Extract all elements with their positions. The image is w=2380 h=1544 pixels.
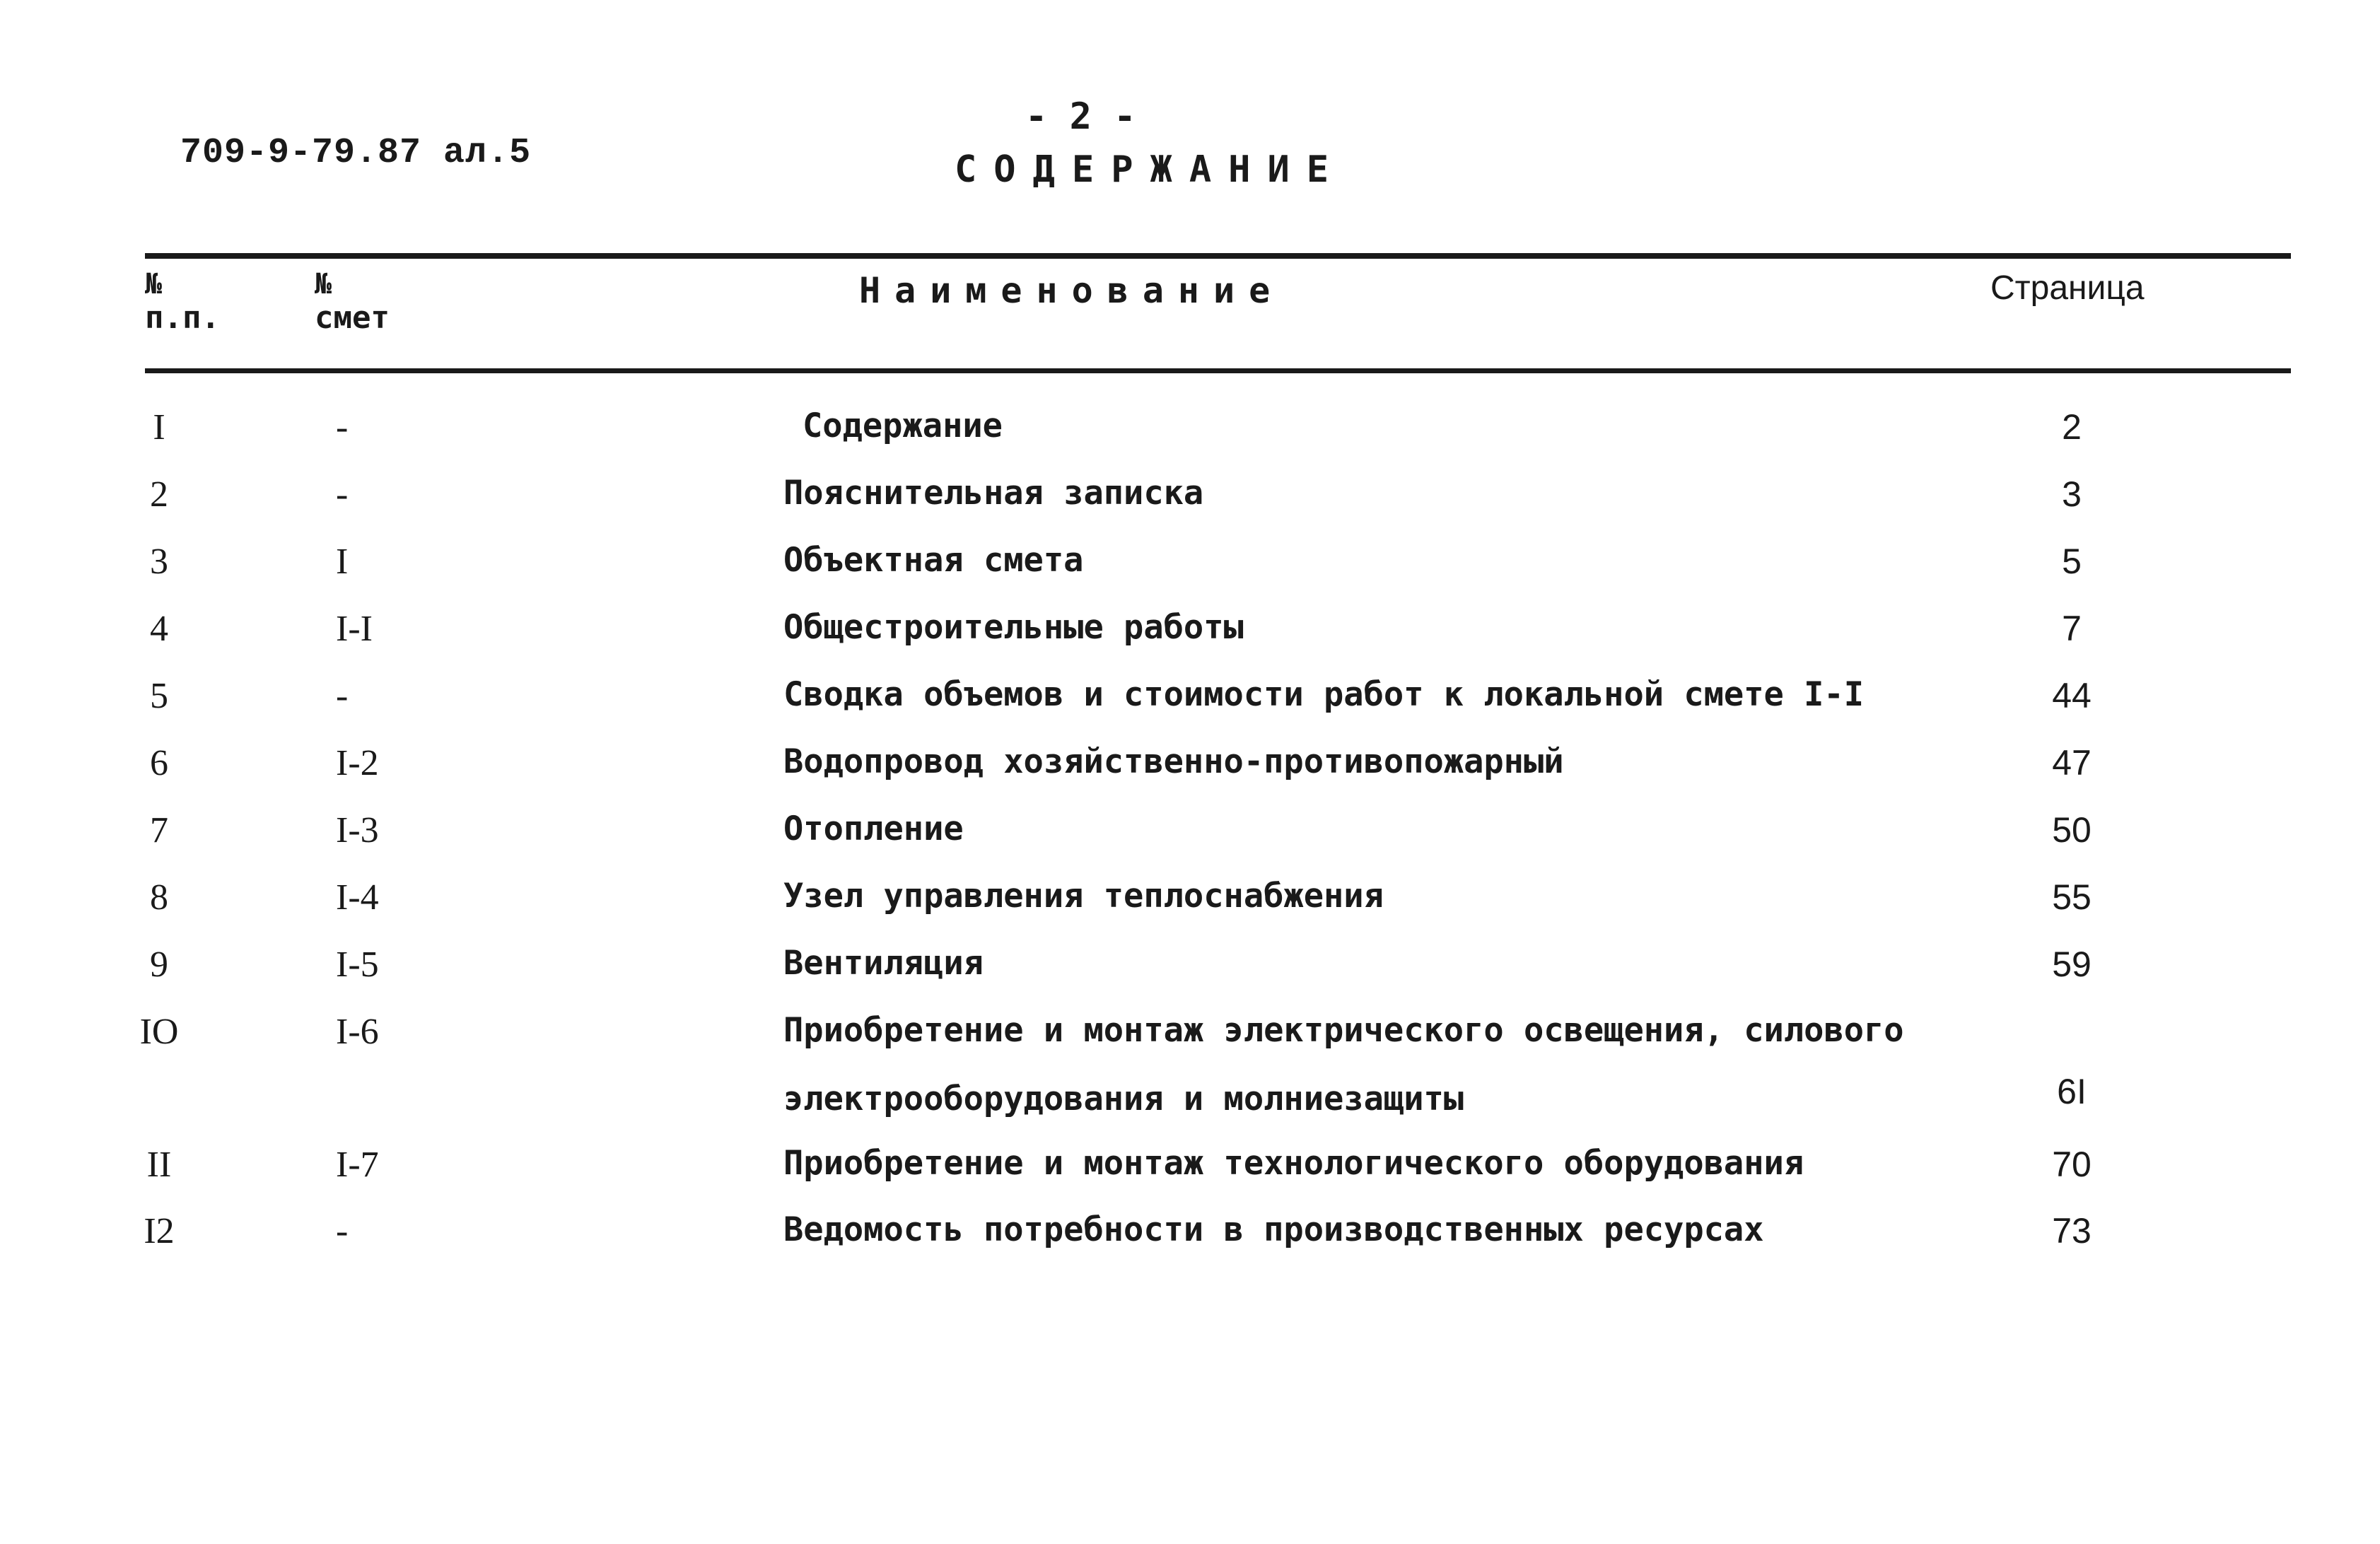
row-number: 2 <box>150 474 168 515</box>
row-name-line-2: электрооборудования и молниезащиты <box>783 1080 1464 1118</box>
row-estimate: I-6 <box>336 1012 379 1052</box>
row-number: 4 <box>150 609 168 649</box>
row-name: Общестроительные работы <box>783 608 1244 647</box>
row-name: Отопление <box>783 809 964 848</box>
page-number: - 2 - <box>1025 95 1136 138</box>
row-page: 6I <box>2057 1072 2087 1111</box>
row-page: 44 <box>2052 676 2092 715</box>
column-header-name: Наименование <box>859 270 1285 311</box>
column-header-number <box>145 270 220 337</box>
row-name: Объектная смета <box>783 541 1084 580</box>
row-page: 70 <box>2052 1145 2092 1184</box>
row-name-line-1: Приобретение и монтаж электрического освещения, силового <box>783 1011 1904 1050</box>
row-page: 59 <box>2052 944 2092 984</box>
row-page: 5 <box>2062 542 2082 581</box>
row-name: Узел управления теплоснабжения <box>783 877 1384 916</box>
row-number: 6 <box>150 743 168 783</box>
row-estimate: I <box>336 542 349 582</box>
row-number: 5 <box>150 676 168 716</box>
row-number: 8 <box>150 877 168 918</box>
row-number: II <box>146 1145 172 1185</box>
row-name: Сводка объемов и стоимости работ к локальной смете I-I <box>783 675 1865 714</box>
number-sign: № <box>315 268 332 300</box>
number-sign: № <box>145 268 163 300</box>
row-number: 9 <box>150 944 168 985</box>
column-header-estimate-label: смет <box>315 300 390 336</box>
row-page: 3 <box>2062 474 2082 514</box>
row-estimate: I-3 <box>336 810 379 850</box>
row-number: I <box>153 407 165 448</box>
column-header-page: Страница <box>1990 269 2145 307</box>
row-name: Приобретение и монтаж технологического оборудования <box>783 1144 1804 1183</box>
column-header-number-label: п.п. <box>145 300 220 336</box>
document-code: 709-9-79.87 ал.5 <box>180 133 532 173</box>
column-header-estimate <box>315 270 390 337</box>
page-title: СОДЕРЖАНИЕ <box>955 148 1346 191</box>
row-page: 50 <box>2052 810 2092 850</box>
row-page: 2 <box>2062 407 2082 447</box>
row-estimate: I-2 <box>336 743 379 783</box>
row-name: Вентиляция <box>783 944 984 983</box>
row-estimate: - <box>336 676 349 716</box>
row-page: 55 <box>2052 877 2092 917</box>
row-estimate: I-7 <box>336 1145 379 1185</box>
table-header-rule <box>145 368 2291 373</box>
row-estimate: I-5 <box>336 944 379 985</box>
row-name: Водопровод хозяйственно-противопожарный <box>783 742 1564 781</box>
row-name: Ведомость потребности в производственных ресурсах <box>783 1210 1764 1249</box>
row-number: IO <box>139 1012 179 1052</box>
row-name <box>783 1011 1904 1118</box>
row-number: 7 <box>150 810 168 850</box>
row-page: 47 <box>2052 743 2092 783</box>
row-number: I2 <box>144 1211 175 1251</box>
row-page: 73 <box>2052 1211 2092 1251</box>
row-page: 7 <box>2062 609 2082 648</box>
table-top-rule <box>145 253 2291 259</box>
row-estimate: - <box>336 474 349 515</box>
row-name: Содержание <box>803 407 1003 445</box>
row-name: Пояснительная записка <box>783 474 1204 513</box>
row-estimate: I-I <box>336 609 373 649</box>
row-number: 3 <box>150 542 168 582</box>
row-estimate: I-4 <box>336 877 379 918</box>
row-estimate: - <box>336 1211 349 1251</box>
row-estimate: - <box>336 407 349 448</box>
